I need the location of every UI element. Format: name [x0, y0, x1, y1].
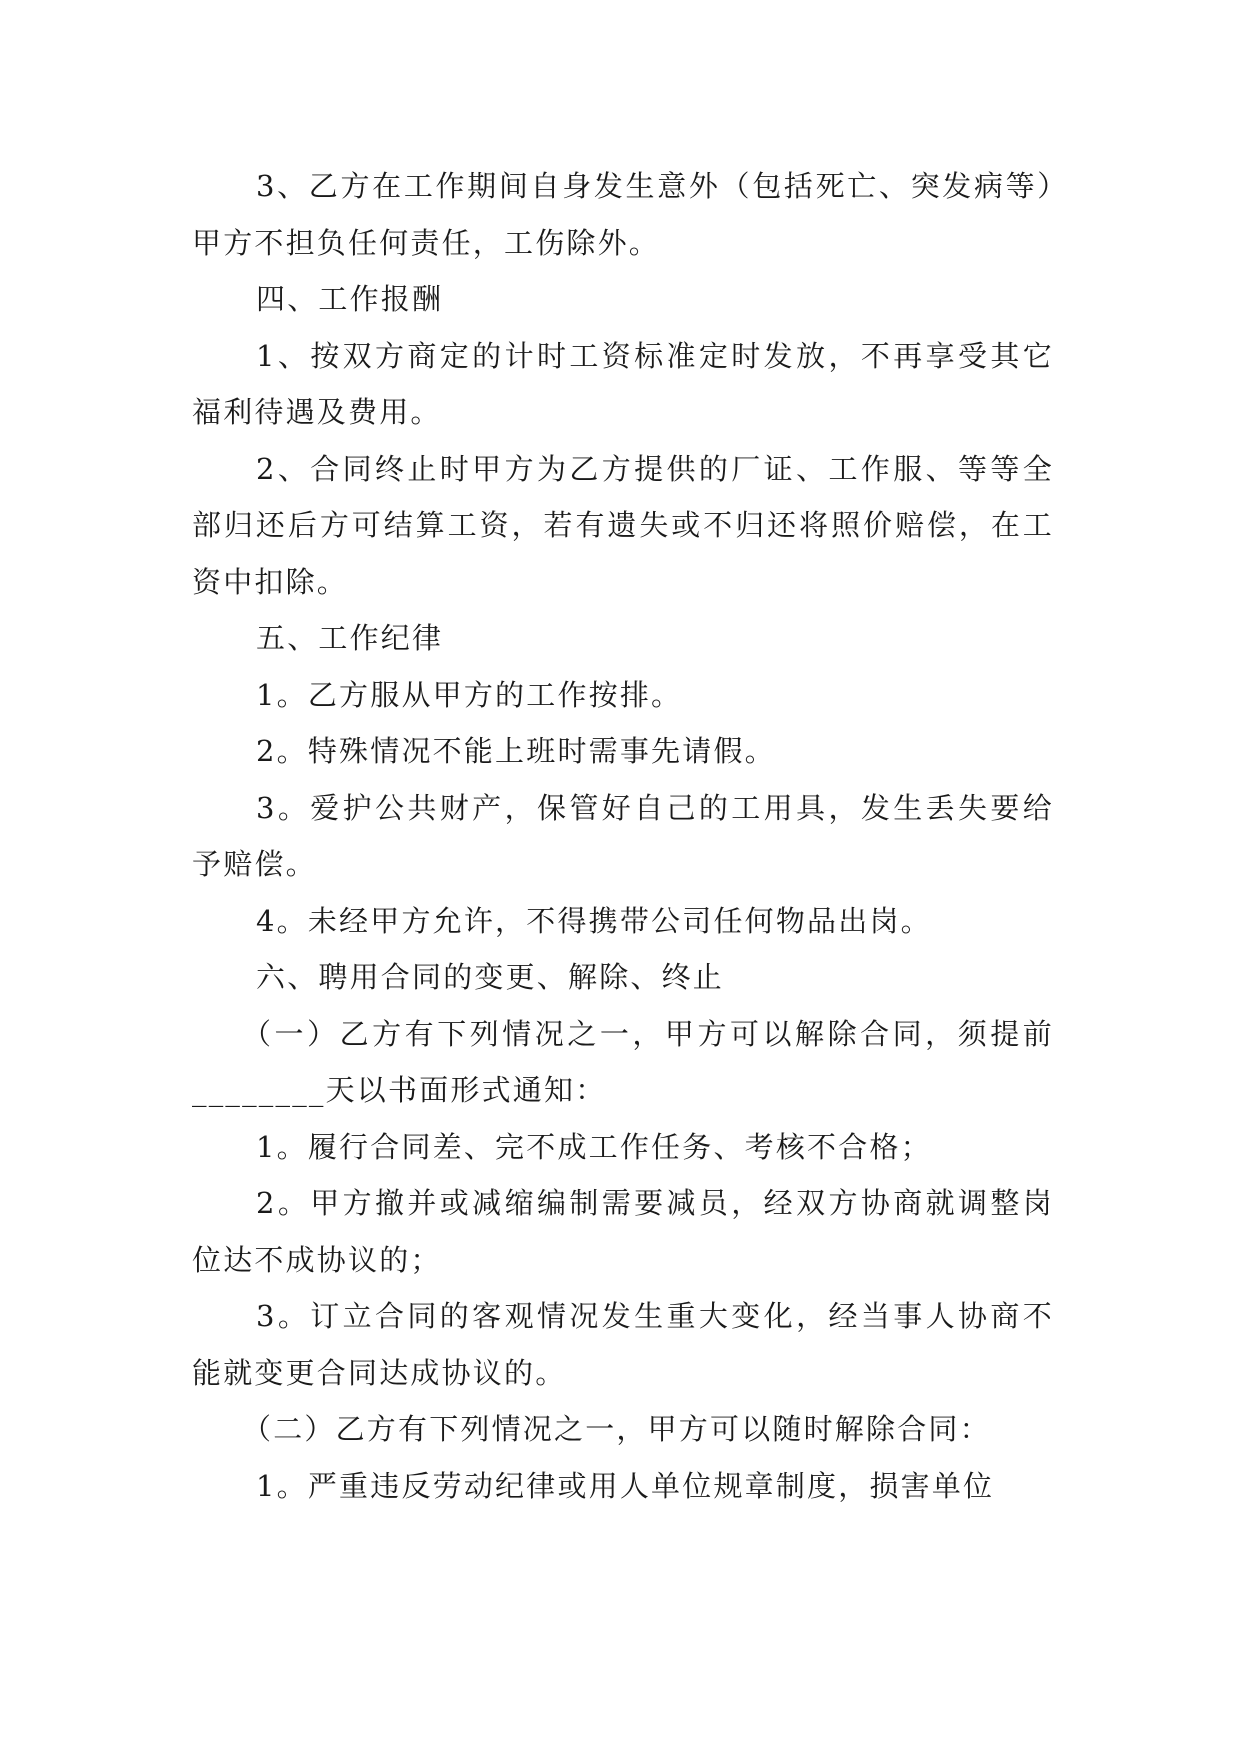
paragraph-circumstance-change: 3。订立合同的客观情况发生重大变化，经当事人协商不能就变更合同达成协议的。: [192, 1299, 1054, 1390]
paragraph-serious-violation: 1。严重违反劳动纪律或用人单位规章制度，损害单位: [256, 1468, 995, 1503]
paragraph-accident-clause: 3、乙方在工作期间自身发生意外（包括死亡、突发病等）甲方不担负任何责任，工伤除外。: [192, 169, 1054, 260]
paragraph-downsizing: 2。甲方撤并或减缩编制需要减员，经双方协商就调整岗位达不成协议的；: [192, 1186, 1054, 1277]
paragraph-obey-arrangement: 1。乙方服从甲方的工作按排。: [256, 677, 683, 712]
document-body: [192, 158, 1054, 1514]
paragraph-termination-notice: （一）乙方有下列情况之一，甲方可以解除合同，须提前________天以书面形式通知：: [192, 1016, 1054, 1107]
paragraph-immediate-termination: （二）乙方有下列情况之一，甲方可以随时解除合同：: [242, 1412, 991, 1446]
paragraph-protect-property: 3。爱护公共财产，保管好自己的工用具，发生丢失要给予赔偿。: [192, 790, 1054, 881]
section-heading-discipline: 五、工作纪律: [256, 621, 444, 655]
paragraph-hourly-wage: 1、按双方商定的计时工资标准定时发放，不再享受其它福利待遇及费用。: [192, 338, 1054, 429]
paragraph-return-items: 2、合同终止时甲方为乙方提供的厂证、工作服、等等全部归还后方可结算工资，若有遗失或不归还将照价赔偿，在工资中扣除。: [192, 451, 1054, 599]
paragraph-poor-performance: 1。履行合同差、完不成工作任务、考核不合格；: [256, 1129, 932, 1164]
section-heading-contract-changes: 六、聘用合同的变更、解除、终止: [256, 960, 725, 994]
section-heading-remuneration: 四、工作报酬: [256, 282, 444, 316]
paragraph-no-items-out: 4。未经甲方允许，不得携带公司任何物品出岗。: [256, 903, 932, 938]
paragraph-leave-request: 2。特殊情况不能上班时需事先请假。: [256, 734, 776, 768]
